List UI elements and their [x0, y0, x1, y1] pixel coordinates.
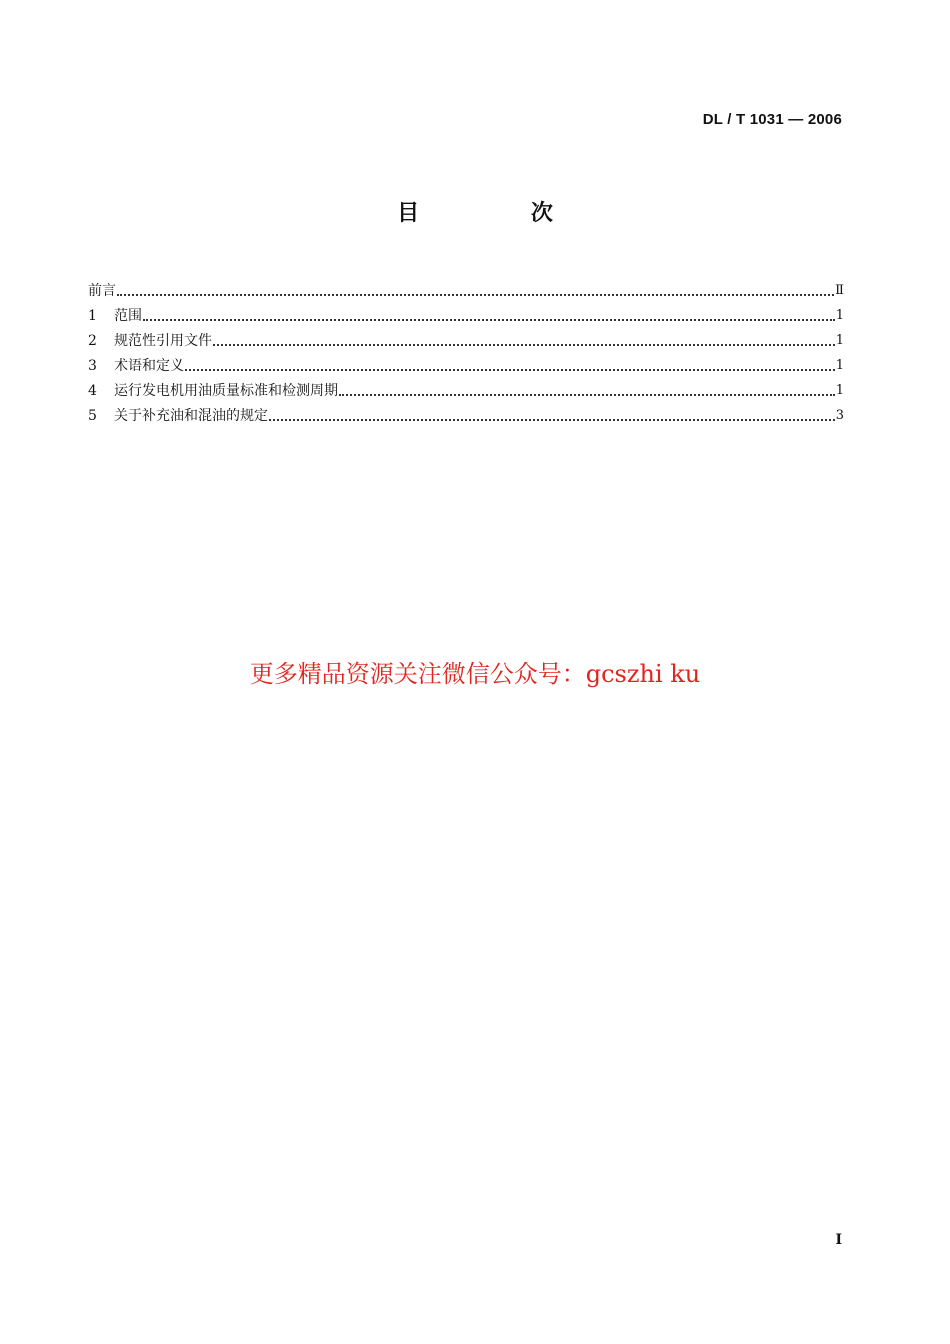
- standard-code: DL / T 1031 — 2006: [702, 111, 842, 128]
- toc-leader-dots: [339, 394, 835, 396]
- toc-entry-number: 3: [88, 358, 97, 374]
- toc-entry-page: 1: [835, 358, 844, 373]
- promo-watermark-text: 更多精品资源关注微信公众号：gcszhi ku: [249, 660, 701, 688]
- toc-leader-dots: [269, 419, 835, 421]
- toc-entry-page: 3: [835, 408, 844, 423]
- toc-entry-page: 1: [835, 383, 844, 398]
- toc-leader-dots: [185, 369, 835, 371]
- toc-entry-label: 运行发电机用油质量标准和检测周期: [114, 383, 338, 399]
- toc-entry-normative-references[interactable]: [88, 325, 844, 350]
- toc-leader-dots: [213, 344, 835, 346]
- table-of-contents: [88, 275, 844, 425]
- page-number: I: [835, 1232, 842, 1248]
- toc-entry-number: 2: [88, 333, 97, 349]
- toc-leader-dots: [117, 294, 834, 296]
- toc-entry-foreword[interactable]: [88, 275, 844, 300]
- toc-leader-dots: [143, 319, 835, 321]
- toc-entry-page: 1: [835, 333, 844, 348]
- toc-entry-number: 5: [88, 408, 97, 424]
- toc-entry-quality-standards[interactable]: [88, 375, 844, 400]
- toc-entry-page: Ⅱ: [835, 283, 844, 298]
- toc-entry-terms-definitions[interactable]: [88, 350, 844, 375]
- toc-entry-scope[interactable]: [88, 300, 844, 325]
- toc-entry-number: 1: [88, 308, 97, 324]
- toc-entry-label: 术语和定义: [114, 358, 184, 374]
- toc-entry-label: 前言: [88, 283, 116, 299]
- toc-entry-number: 4: [88, 383, 97, 399]
- toc-entry-label: 关于补充油和混油的规定: [114, 408, 268, 424]
- toc-entry-label: 规范性引用文件: [114, 333, 212, 349]
- toc-title: 目 次: [397, 201, 605, 226]
- toc-entry-label: 范围: [114, 308, 142, 324]
- toc-entry-page: 1: [835, 308, 844, 323]
- toc-entry-supplementary-oil[interactable]: [88, 400, 844, 425]
